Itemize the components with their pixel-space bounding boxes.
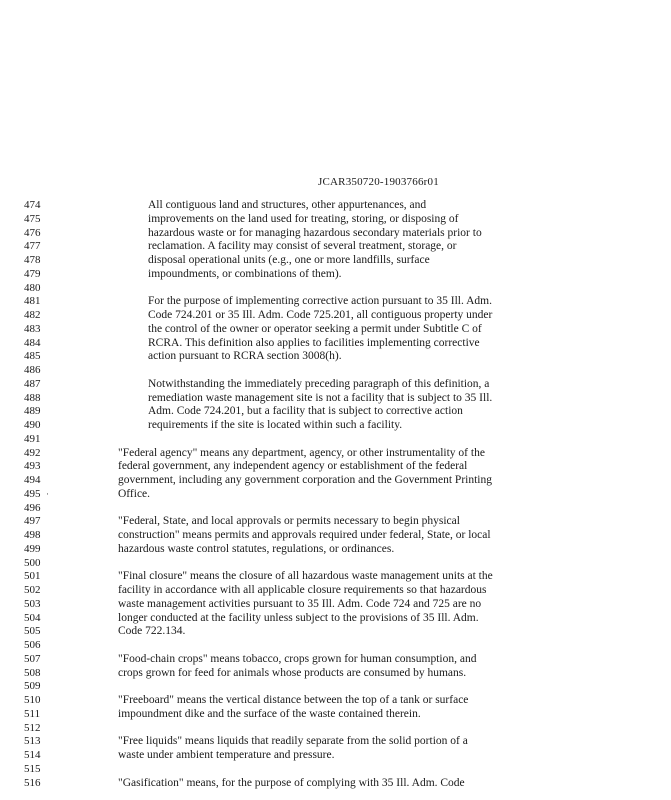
line-text: "Free liquids" means liquids that readily separate from the solid portion of a (118, 735, 468, 747)
line-text: waste management activities pursuant to 35 Ill. Adm. Code 724 and 725 are no (118, 598, 482, 610)
line-text: requirements if the site is located within such a facility. (148, 419, 403, 431)
line-text: impoundment dike and the surface of the waste contained therein. (118, 708, 421, 720)
line-number: 513 (24, 735, 41, 747)
line-number: 510 (24, 694, 41, 706)
line-number: 508 (24, 667, 41, 679)
line-number: 496 (24, 502, 41, 514)
line-number: 490 (24, 419, 41, 431)
line-text: remediation waste management site is not a facility that is subject to 35 Ill. (148, 392, 493, 404)
line-number: 497 (24, 515, 41, 527)
line-text: "Freeboard" means the vertical distance between the top of a tank or surface (118, 694, 469, 706)
line-text: longer conducted at the facility unless subject to the provisions of 35 Ill. Adm. (118, 612, 479, 624)
line-number: 515 (24, 763, 41, 775)
line-number: 503 (24, 598, 41, 610)
line-number: 482 (24, 309, 41, 321)
line-text: construction" means permits and approvals required under federal, State, or local (118, 529, 491, 541)
line-number: 493 (24, 460, 41, 472)
line-text: Code 724.201 or 35 Ill. Adm. Code 725.201, all contiguous property under (148, 309, 493, 321)
line-text: disposal operational units (e.g., one or more landfills, surface (148, 254, 430, 266)
line-text: Adm. Code 724.201, but a facility that is subject to corrective action (148, 405, 463, 417)
line-text: impoundments, or combinations of them). (148, 268, 342, 280)
line-text: "Federal, State, and local approvals or permits necessary to begin physical (118, 515, 460, 527)
line-number: 500 (24, 557, 41, 569)
line-number: 479 (24, 268, 41, 280)
line-number: 495 (24, 488, 41, 500)
line-text: RCRA. This definition also applies to facilities implementing corrective (148, 337, 480, 349)
line-number: 485 (24, 350, 41, 362)
line-number: 477 (24, 240, 41, 252)
line-number: 491 (24, 433, 41, 445)
line-text: hazardous waste control statutes, regulations, or ordinances. (118, 543, 395, 555)
line-text: action pursuant to RCRA section 3008(h). (148, 350, 342, 362)
line-number: 498 (24, 529, 41, 541)
line-number: 489 (24, 405, 41, 417)
document-header-code: JCAR350720-1903766r01 (318, 176, 439, 188)
line-number: 494 (24, 474, 41, 486)
line-text: "Final closure" means the closure of all hazardous waste management units at the (118, 570, 493, 582)
line-number: 501 (24, 570, 41, 582)
line-number: 492 (24, 447, 41, 459)
line-text: improvements on the land used for treating, storing, or disposing of (148, 213, 459, 225)
line-number: 499 (24, 543, 41, 555)
line-text: Code 722.134. (118, 625, 186, 637)
line-number: 504 (24, 612, 41, 624)
line-number: 514 (24, 749, 41, 761)
line-text: facility in accordance with all applicable closure requirements so that hazardous (118, 584, 487, 596)
line-text: government, including any government corporation and the Government Printing (118, 474, 492, 486)
line-text: All contiguous land and structures, other appurtenances, and (148, 199, 427, 211)
line-number: 502 (24, 584, 41, 596)
line-text: Office. (118, 488, 151, 500)
line-number: 486 (24, 364, 41, 376)
line-text: "Federal agency" means any department, agency, or other instrumentality of the (118, 447, 485, 459)
line-number: 480 (24, 282, 41, 294)
line-text: crops grown for feed for animals whose products are consumed by humans. (118, 667, 467, 679)
line-number: 512 (24, 722, 41, 734)
line-text: Notwithstanding the immediately preceding paragraph of this definition, a (148, 378, 490, 390)
line-number: 481 (24, 295, 41, 307)
line-number: 474 (24, 199, 41, 211)
line-number: 475 (24, 213, 41, 225)
line-text: waste under ambient temperature and pressure. (118, 749, 335, 761)
line-number: 507 (24, 653, 41, 665)
line-number: 506 (24, 639, 41, 651)
line-number: 511 (24, 708, 41, 720)
line-number: 476 (24, 227, 41, 239)
line-text: the control of the owner or operator seeking a permit under Subtitle C of (148, 323, 482, 335)
line-text: federal government, any independent agency or establishment of the federal (118, 460, 468, 472)
line-text: hazardous waste or for managing hazardous secondary materials prior to (148, 227, 482, 239)
line-text: "Food-chain crops" means tobacco, crops grown for human consumption, and (118, 653, 477, 665)
line-number: 516 (24, 777, 41, 789)
line-number: 478 (24, 254, 41, 266)
line-number: 484 (24, 337, 41, 349)
line-text: "Gasification" means, for the purpose of complying with 35 Ill. Adm. Code (118, 777, 465, 789)
line-number: 483 (24, 323, 41, 335)
line-text: reclamation. A facility may consist of several treatment, storage, or (148, 240, 457, 252)
line-number: 509 (24, 680, 41, 692)
line-number: 488 (24, 392, 41, 404)
line-number: 487 (24, 378, 41, 390)
line-text: For the purpose of implementing corrective action pursuant to 35 Ill. Adm. (148, 295, 492, 307)
margin-mark: · (46, 489, 49, 499)
line-number: 505 (24, 625, 41, 637)
